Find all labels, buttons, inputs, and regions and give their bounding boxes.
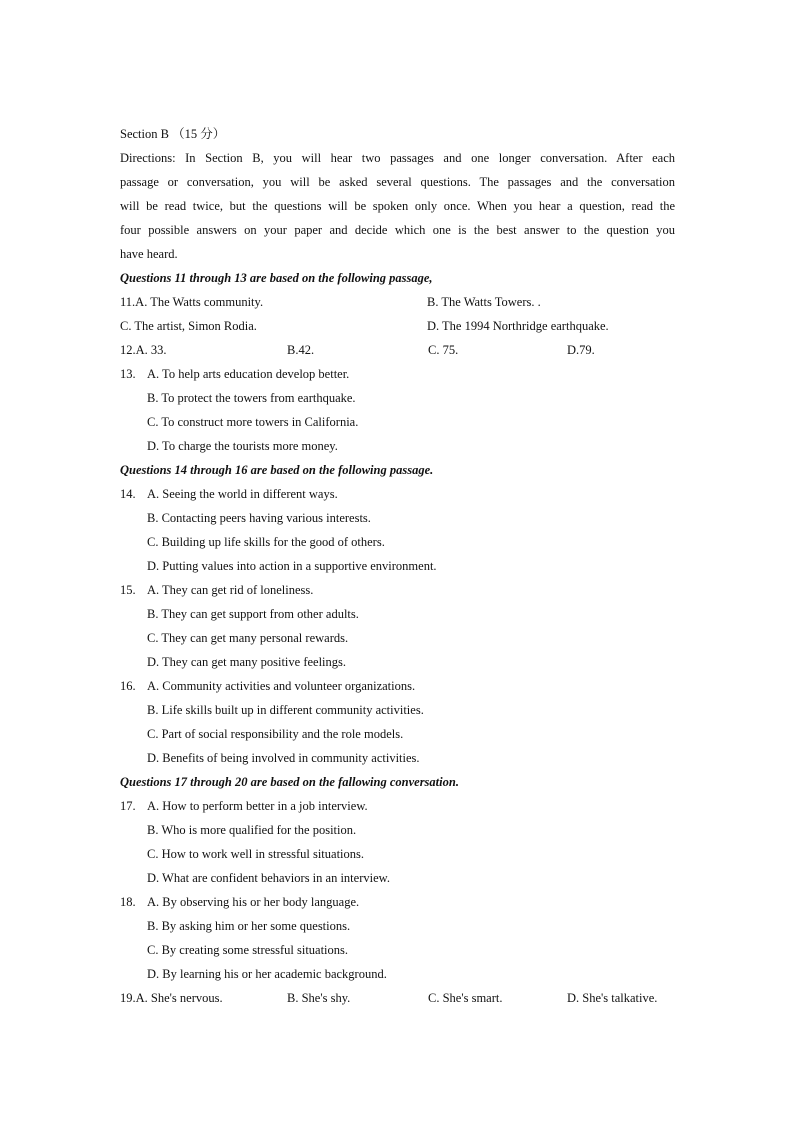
section-title: Section B （15 分）	[120, 127, 226, 141]
q18-option-d: D. By learning his or her academic background.	[147, 967, 387, 981]
question-11-row-1	[120, 290, 675, 314]
directions-line: will be read twice, but the questions will be spoken only once. When you hear a question, read the	[120, 199, 675, 213]
question-number: 13.	[120, 367, 136, 381]
question-number: 17.	[120, 799, 136, 813]
q16-option-d: D. Benefits of being involved in community activities.	[147, 751, 420, 765]
question-number: 18.	[120, 895, 136, 909]
q12-option-b: B.42.	[287, 343, 315, 357]
q19-option-d: D. She's talkative.	[567, 991, 658, 1005]
directions-line: have heard.	[120, 247, 178, 261]
question-number: 15.	[120, 583, 136, 597]
q17-option-a: A. How to perform better in a job interview.	[147, 799, 368, 813]
group-heading: Questions 17 through 20 are based on the fallowing conversation.	[120, 775, 459, 789]
q12-option-a: 12.A. 33.	[120, 343, 167, 357]
directions-line: passage or conversation, you will be asked several questions. The passages and the conversation	[120, 175, 675, 189]
q15-option-a: A. They can get rid of loneliness.	[147, 583, 314, 597]
q14-option-d: D. Putting values into action in a supportive environment.	[147, 559, 437, 573]
q11-option-a: 11.A. The Watts community.	[120, 295, 264, 309]
q19-option-c: C. She's smart.	[428, 991, 503, 1005]
q13-option-c: C. To construct more towers in California.	[147, 415, 359, 429]
q17-option-b: B. Who is more qualified for the position.	[147, 823, 357, 837]
q15-option-c: C. They can get many personal rewards.	[147, 631, 349, 645]
q15-option-d: D. They can get many positive feelings.	[147, 655, 347, 669]
question-15	[120, 578, 675, 602]
directions-line: Directions: In Section B, you will hear two passages and one longer conversation. After each	[120, 151, 675, 165]
question-18	[120, 890, 675, 914]
group-heading: Questions 14 through 16 are based on the following passage.	[120, 463, 434, 477]
directions	[120, 146, 675, 266]
question-number: 16.	[120, 679, 136, 693]
q17-option-c: C. How to work well in stressful situations.	[147, 847, 365, 861]
q11-option-d: D. The 1994 Northridge earthquake.	[427, 319, 609, 333]
q19-option-b: B. She's shy.	[287, 991, 351, 1005]
question-14	[120, 482, 675, 506]
q19-option-a: 19.A. She's nervous.	[120, 991, 223, 1005]
question-17	[120, 794, 675, 818]
q11-option-b: B. The Watts Towers. .	[427, 295, 541, 309]
q14-option-c: C. Building up life skills for the good of others.	[147, 535, 385, 549]
q12-option-d: D.79.	[567, 343, 595, 357]
q17-option-d: D. What are confident behaviors in an interview.	[147, 871, 390, 885]
section-b	[120, 122, 675, 1010]
q18-option-c: C. By creating some stressful situations.	[147, 943, 349, 957]
question-19	[120, 986, 675, 1010]
q12-option-c: C. 75.	[428, 343, 459, 357]
question-11-row-2	[120, 314, 675, 338]
q13-option-a: A. To help arts education develop better.	[147, 367, 350, 381]
q16-option-a: A. Community activities and volunteer organizations.	[147, 679, 416, 693]
q15-option-b: B. They can get support from other adults.	[147, 607, 359, 621]
q13-option-d: D. To charge the tourists more money.	[147, 439, 338, 453]
question-16	[120, 674, 675, 698]
q13-option-b: B. To protect the towers from earthquake.	[147, 391, 356, 405]
q18-option-a: A. By observing his or her body language.	[147, 895, 360, 909]
directions-line: four possible answers on your paper and decide which one is the best answer to the question you	[120, 223, 675, 237]
question-12	[120, 338, 675, 362]
q18-option-b: B. By asking him or her some questions.	[147, 919, 351, 933]
q14-option-a: A. Seeing the world in different ways.	[147, 487, 338, 501]
question-13	[120, 362, 675, 386]
group-heading: Questions 11 through 13 are based on the following passage,	[120, 271, 433, 285]
q16-option-b: B. Life skills built up in different community activities.	[147, 703, 424, 717]
q11-option-c: C. The artist, Simon Rodia.	[120, 319, 257, 333]
q14-option-b: B. Contacting peers having various interests.	[147, 511, 371, 525]
question-number: 14.	[120, 487, 136, 501]
q16-option-c: C. Part of social responsibility and the role models.	[147, 727, 404, 741]
